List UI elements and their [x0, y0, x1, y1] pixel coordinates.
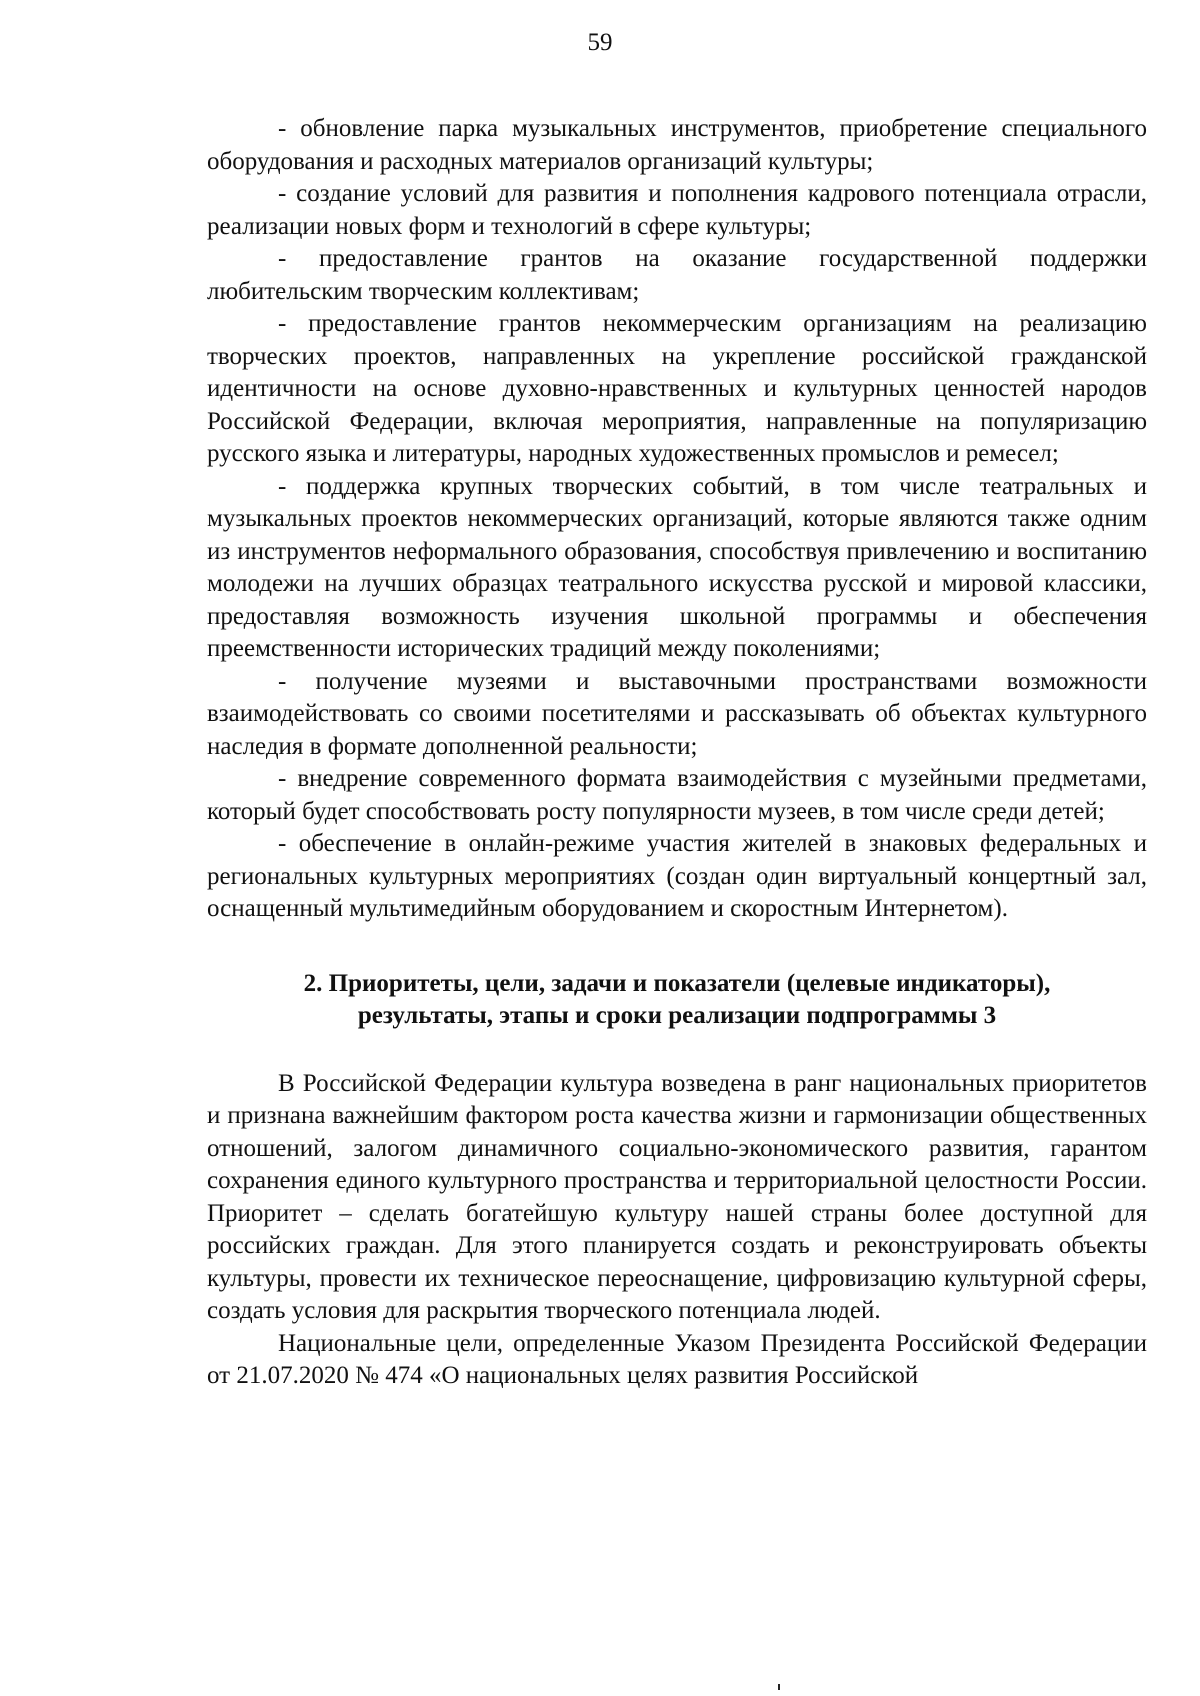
section-heading: [207, 968, 1147, 1032]
page-number: 59: [587, 29, 613, 56]
bullet-item: - предоставление грантов некоммерческим организациям на реализацию творческих проектов, направленных на укрепление российской гражданской идентичности на основе духовно-нравственных и культурных ценностей народов Российской Федерации, включая мероприятия, направленные на популяризацию русского языка и литературы, народных художественных промыслов и ремесел;: [207, 310, 1147, 467]
bullet-item: - создание условий для развития и пополнения кадрового потенциала отрасли, реализации новых форм и технологий в сфере культуры;: [207, 180, 1147, 240]
bullet-item: - поддержка крупных творческих событий, в том числе театральных и музыкальных проектов некоммерческих организаций, которые являются также одним из инструментов неформального образования, способствуя привлечению и воспитанию молодежи на лучших образцах театрального искусства русской и мировой классики, предоставляя возможность изучения школьной программы и обеспечения преемственности исторических традиций между поколениями;: [207, 472, 1147, 662]
scan-artifact-mark: [778, 1684, 780, 1690]
section-heading-line: 2. Приоритеты, цели, задачи и показатели (целевые индикаторы),: [303, 969, 1051, 997]
bullet-item: - обеспечение в онлайн-режиме участия жителей в знаковых федеральных и региональных культурных мероприятиях (создан один виртуальный концертный зал, оснащенный мультимедийным оборудованием и скоростным Интернетом).: [207, 830, 1147, 922]
bullet-item: - предоставление грантов на оказание государственной поддержки любительским творческим коллективам;: [207, 245, 1147, 305]
section-heading-line: результаты, этапы и сроки реализации подпрограммы 3: [357, 1001, 997, 1029]
body-paragraph: Национальные цели, определенные Указом Президента Российской Федерации от 21.07.2020 № 474 «О национальных целях развития Российской: [207, 1329, 1147, 1389]
bullet-item: - обновление парка музыкальных инструментов, приобретение специального оборудования и расходных материалов организаций культуры;: [207, 115, 1147, 175]
body-paragraph: В Российской Федерации культура возведена в ранг национальных приоритетов и признана важнейшим фактором роста качества жизни и гармонизации общественных отношений, залогом динамичного социально-экономического развития, гарантом сохранения единого культурного пространства и территориальной целостности России. Приоритет – сделать богатейшую культуру нашей страны более доступной для российских граждан. Для этого планируется создать и реконструировать объекты культуры, провести их техническое переоснащение, цифровизацию культурной сферы, создать условия для раскрытия творческого потенциала людей.: [207, 1069, 1147, 1324]
document-body: [207, 113, 1147, 1393]
bullet-item: - получение музеями и выставочными пространствами возможности взаимодействовать со своими посетителями и рассказывать об объектах культурного наследия в формате дополненной реальности;: [207, 667, 1147, 760]
bullet-item: - внедрение современного формата взаимодействия с музейными предметами, который будет способствовать росту популярности музеев, в том числе среди детей;: [207, 765, 1147, 825]
